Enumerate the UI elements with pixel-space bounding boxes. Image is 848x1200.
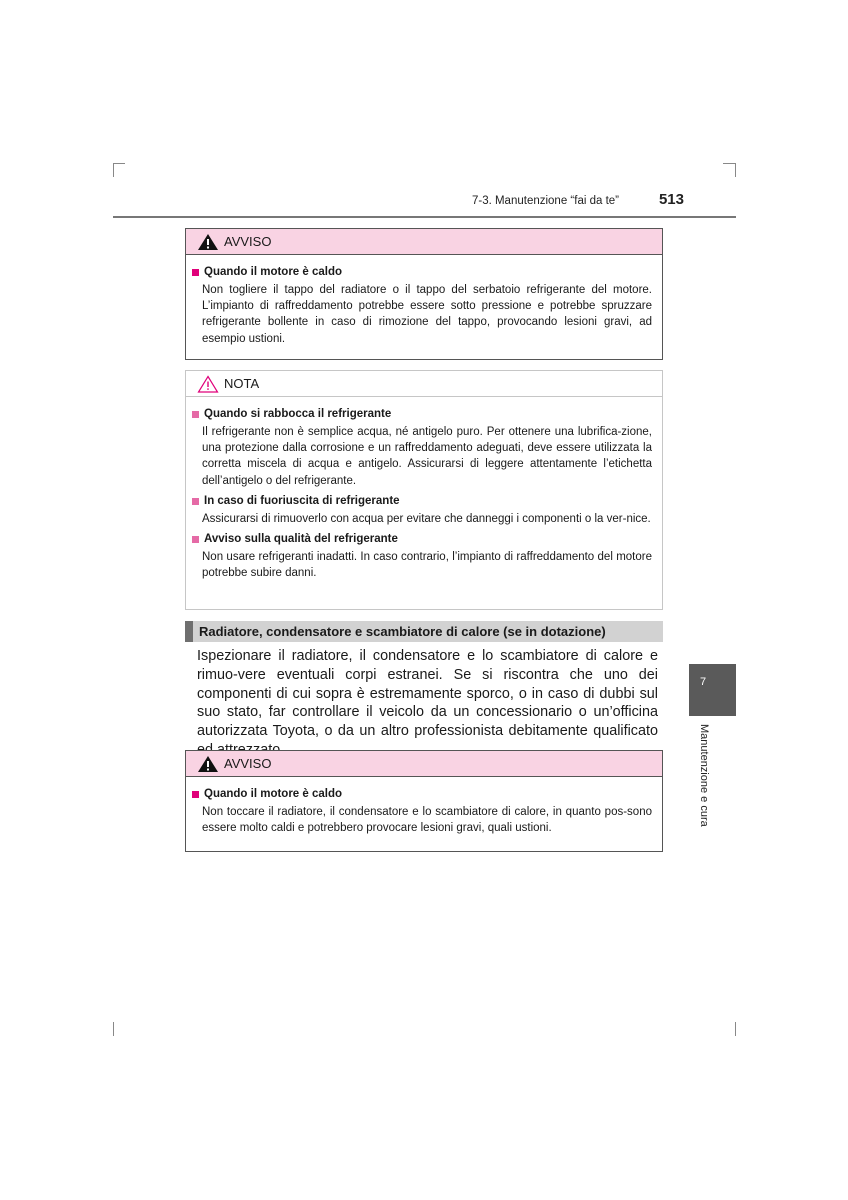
- note-box-header: [186, 371, 662, 397]
- note-item-title: Avviso sulla qualità del refrigerante: [192, 532, 652, 547]
- warning-item-title: Quando il motore è caldo: [192, 787, 652, 802]
- section-heading-text: Radiatore, condensatore e scambiatore di calore (se in dotazione): [199, 624, 606, 639]
- crop-mark-top-left-h: [113, 163, 125, 164]
- chapter-tab: [689, 664, 736, 716]
- chapter-tab-number: 7: [700, 676, 707, 688]
- note-item-title: Quando si rabbocca il refrigerante: [192, 407, 652, 422]
- warning-item-title: Quando il motore è caldo: [192, 265, 652, 280]
- warning-box-header: [186, 229, 662, 255]
- caution-triangle-outline-icon: [197, 375, 219, 393]
- running-header-section: 7-3. Manutenzione “fai da te”: [471, 195, 619, 207]
- bullet-square-icon: [192, 791, 199, 798]
- section-heading: [185, 621, 663, 642]
- warning-box: [185, 228, 663, 360]
- warning-item-text: Non toccare il radiatore, il condensatore e lo scambiatore di calore, in quanto pos-sono essere molto caldi e potrebbero provocare lesioni gravi, quali ustioni.: [202, 806, 652, 835]
- note-item-text: Non usare refrigeranti inadatti. In caso contrario, l’impianto di raffreddamento del motore potrebbe subire danni.: [202, 551, 652, 580]
- note-item-text: Assicurarsi di rimuoverlo con acqua per evitare che danneggi i componenti o la ver-nice.: [202, 512, 651, 525]
- crop-mark-top-left-v: [113, 163, 114, 177]
- note-box-title: NOTA: [224, 376, 260, 391]
- note-box: [185, 370, 663, 610]
- page-number: 513: [658, 191, 684, 208]
- bullet-square-icon: [192, 498, 199, 505]
- note-item-title: In caso di fuoriuscita di refrigerante: [192, 494, 652, 509]
- crop-mark-top-right-h: [723, 163, 735, 164]
- warning-triangle-icon: [197, 233, 219, 251]
- chapter-side-label: Manutenzione e cura: [698, 724, 710, 827]
- crop-mark-top-right-v: [735, 163, 736, 177]
- warning-box: [185, 750, 663, 852]
- bullet-square-icon: [192, 411, 199, 418]
- bullet-square-icon: [192, 269, 199, 276]
- crop-mark-bottom-right: [735, 1022, 736, 1036]
- warning-item-text: Non togliere il tappo del radiatore o il tappo del serbatoio refrigerante del motore. L’impianto di raffreddamento potrebbe essere sotto pressione e potrebbe spruzzare refrigerante bollente in caso di rimozione del tappo, provocando lesioni gravi, ad esempio ustioni.: [202, 284, 652, 345]
- warning-box-header: [186, 751, 662, 777]
- bullet-square-icon: [192, 536, 199, 543]
- header-rule: [113, 216, 736, 218]
- warning-triangle-icon: [197, 755, 219, 773]
- warning-box-title: AVVISO: [224, 234, 272, 249]
- crop-mark-bottom-left: [113, 1022, 114, 1036]
- warning-box-title: AVVISO: [224, 756, 272, 771]
- section-body-text: Ispezionare il radiatore, il condensatore e lo scambiatore di calore e rimuo-vere eventuali corpi estranei. Se si riscontra che uno dei componenti di cui sopra è estremamente sporco, o in caso di dubbi sul suo stato, far controllare il veicolo da un concessionario o un’officina autorizzata Toyota, o da un altro professionista debitamente qualificato: [197, 648, 658, 740]
- note-item-text: Il refrigerante non è semplice acqua, né antigelo puro. Per ottenere una lubrifica-zione, una protezione dalla corrosione e un raffreddamento adeguati, deve essere utilizzata la corretta miscela di acqua e antigelo. Assicurarsi di leggere attentamente l’etichetta dell’antigelo o del refrigerante.: [202, 426, 652, 487]
